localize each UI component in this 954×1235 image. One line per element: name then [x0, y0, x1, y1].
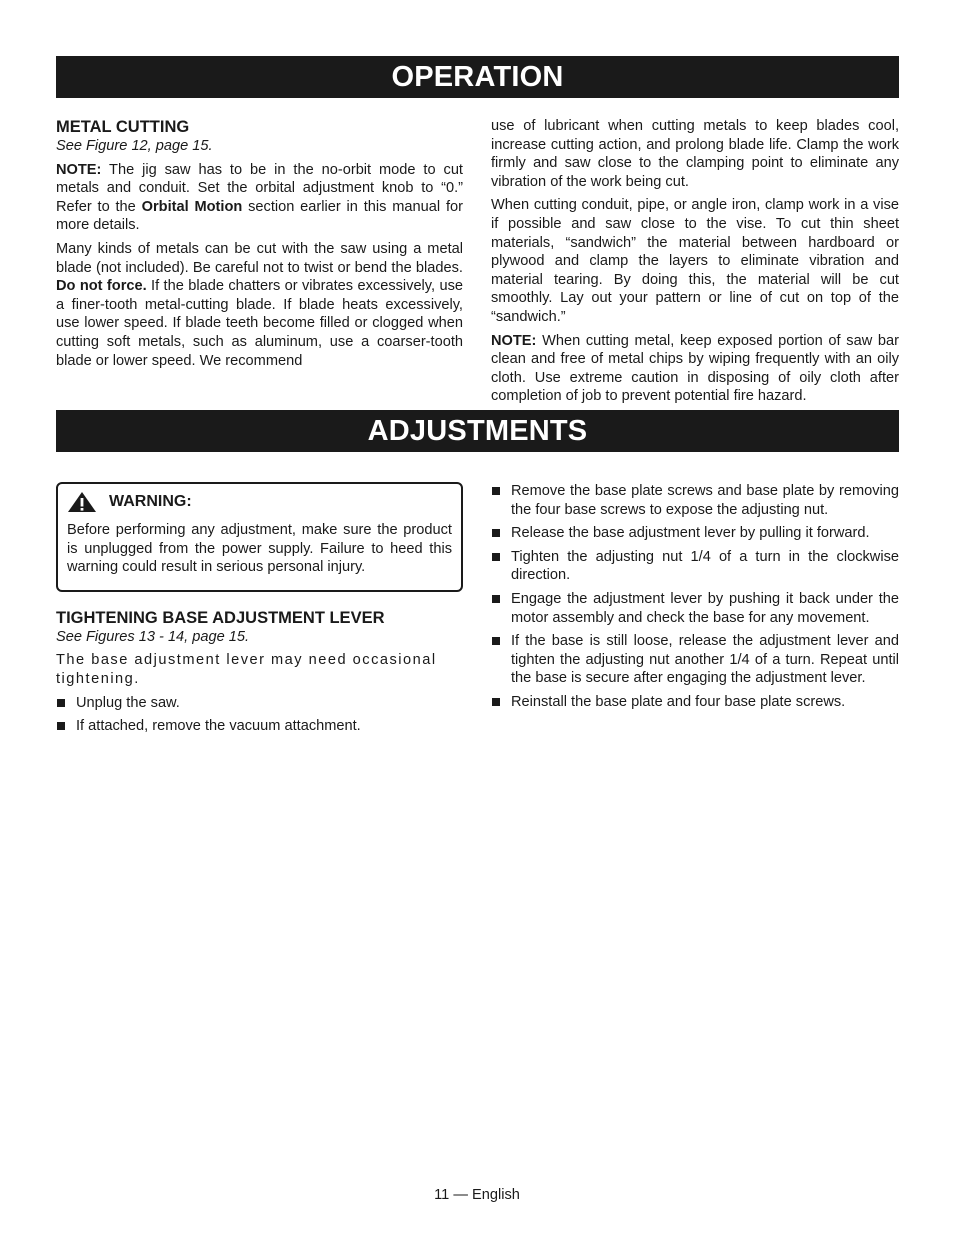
para2-text-2: If the blade chatters or vibrates excessively, use a finer-tooth metal-cutting blade. If blade heats excessively, use lower speed. If blade teeth become filled or clogged when cutting soft metals, such as aluminum, use a coarser-tooth blade or lower speed. We recommend	[56, 278, 463, 369]
warning-box	[56, 482, 463, 592]
metal-cutting-paragraph-4: When cutting conduit, pipe, or angle iron, clamp work in a vise if possible and saw close to the vise. To cut thin sheet materials, “sandwich” the material between hardboard or plywood and clamp the layers to eliminate vibration and material tearing. By doing this, the material will be cut smoothly. Lay out your pattern or line of cut on top of the “sandwich.”	[491, 197, 899, 325]
note-label: NOTE:	[56, 161, 102, 178]
list-item: If attached, remove the vacuum attachment.	[56, 717, 463, 736]
metal-cutting-heading: METAL CUTTING	[56, 118, 190, 136]
metal-cutting-figure-ref: See Figure 12, page 15.	[56, 138, 213, 154]
warning-triangle-icon	[67, 491, 97, 513]
tightening-heading: TIGHTENING BASE ADJUSTMENT LEVER	[56, 608, 385, 627]
note-bold-orbital-motion: Orbital Motion	[141, 198, 243, 215]
note-text-1: The jig saw has to be in the no-orbit mode to cut metals and conduit. Set the orbital adjustment knob to “0.” Refer to the	[56, 161, 463, 215]
tightening-intro: The base adjustment lever may need occasional tightening.	[56, 652, 437, 687]
adjustments-left-column	[56, 482, 463, 741]
metal-cutting-paragraph-3: use of lubricant when cutting metals to keep blades cool, increase cutting action, and prolong blade life. Clamp the work firmly and saw close to the clamping point to eliminate any vibration of the work being cut.	[491, 118, 899, 190]
tightening-figure-ref: See Figures 13 - 14, page 15.	[56, 628, 250, 645]
list-item: Unplug the saw.	[56, 694, 463, 713]
operation-banner: OPERATION	[56, 56, 899, 98]
warning-header	[67, 491, 452, 513]
adjustments-banner: ADJUSTMENTS	[56, 410, 899, 452]
warning-label: WARNING:	[109, 492, 192, 510]
list-item: Remove the base plate screws and base plate by removing the four base screws to expose the adjusting nut.	[491, 482, 899, 519]
list-item: If the base is still loose, release the adjustment lever and tighten the adjusting nut another 1/4 of a turn. Repeat until the base is secure after engaging the adjustment lever.	[491, 632, 899, 688]
list-item: Engage the adjustment lever by pushing it back under the motor assembly and check the base for any movement.	[491, 590, 899, 627]
para2-text-1: Many kinds of metals can be cut with the saw using a metal blade (not included). Be careful not to twist or bend the blades.	[56, 240, 463, 276]
note2-text: When cutting metal, keep exposed portion of saw bar clean and free of metal chips by wiping frequently with an oily cloth. Use extreme caution in disposing of oily cloth after completion of job to prevent potential fire hazard.	[491, 332, 899, 405]
page-footer: 11 — English	[434, 1187, 520, 1203]
metal-cutting-note	[56, 161, 463, 235]
tightening-steps-right	[491, 482, 899, 712]
list-item: Tighten the adjusting nut 1/4 of a turn in the clockwise direction.	[491, 548, 899, 585]
operation-left-column	[56, 117, 463, 375]
metal-cutting-paragraph-2	[56, 240, 463, 370]
list-item: Release the base adjustment lever by pulling it forward.	[491, 524, 899, 543]
para2-bold-do-not-force: Do not force.	[56, 278, 147, 295]
operation-right-column	[491, 117, 899, 411]
tightening-steps-left	[56, 694, 463, 736]
note-text-2: section earlier in this manual for more details.	[56, 198, 463, 234]
list-item: Reinstall the base plate and four base plate screws.	[491, 693, 899, 712]
metal-cutting-note-2	[491, 332, 899, 406]
warning-text: Before performing any adjustment, make sure the product is unplugged from the power supply. Failure to heed this warning could result in serious personal injury.	[67, 522, 452, 576]
note2-label: NOTE:	[491, 332, 537, 349]
adjustments-right-column	[491, 482, 899, 717]
